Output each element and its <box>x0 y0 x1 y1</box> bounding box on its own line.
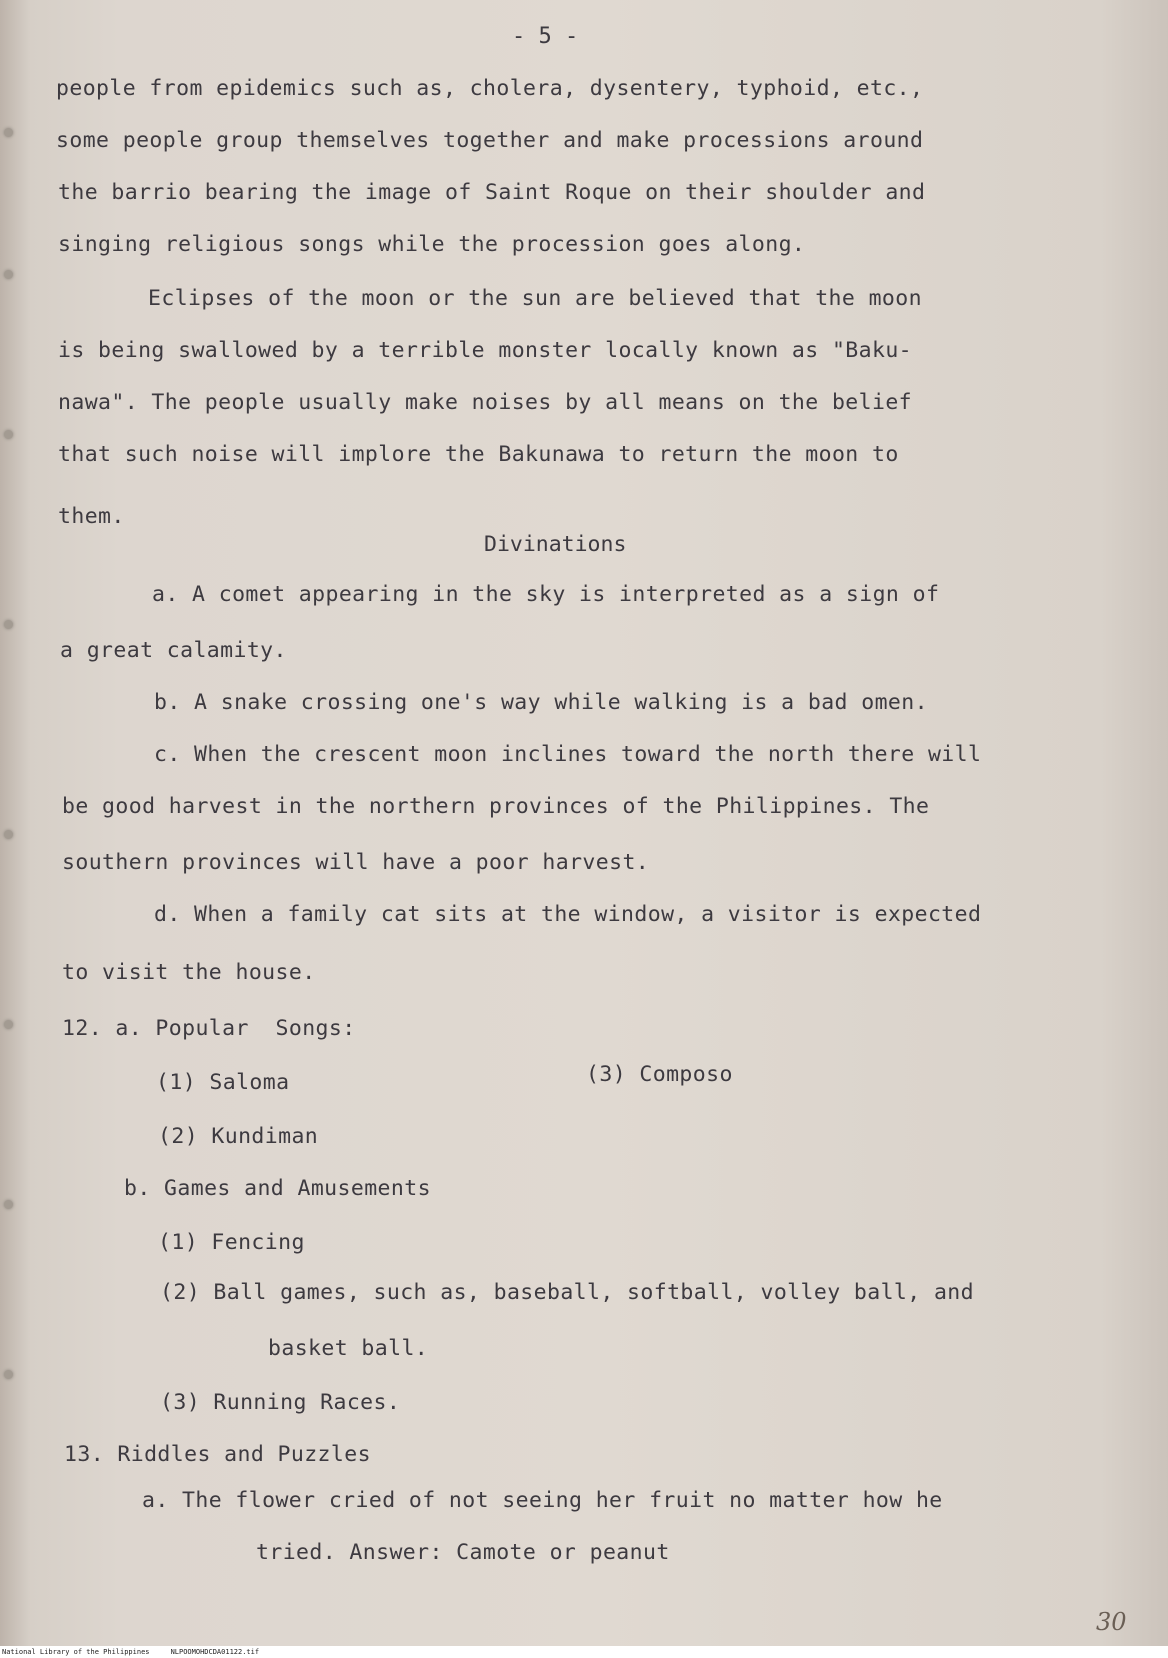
divination-line: be good harvest in the northern provinces of the Philippines. The <box>62 794 930 819</box>
binding-hole <box>4 1020 13 1029</box>
footer-text: National Library of the Philippines NLPOOMOHDCDA01122.tif <box>2 1648 260 1656</box>
page-number: - 5 - <box>512 24 579 49</box>
text-line: Eclipses of the moon or the sun are believed that the moon <box>148 286 922 311</box>
riddle-item: a. The flower cried of not seeing her fruit no matter how he <box>142 1488 943 1513</box>
text-line: that such noise will implore the Bakunawa to return the moon to <box>58 442 899 467</box>
song-item: (1) Saloma <box>156 1070 290 1095</box>
game-item: (3) Running Races. <box>160 1390 401 1415</box>
binding-hole <box>4 128 13 137</box>
text-line: nawa". The people usually make noises by all means on the belief <box>58 390 913 415</box>
text-line: them. <box>58 504 125 529</box>
section-13-title: 13. Riddles and Puzzles <box>64 1442 371 1467</box>
divination-line: a great calamity. <box>60 638 287 663</box>
text-line: people from epidemics such as, cholera, dysentery, typhoid, etc., <box>56 76 924 101</box>
divination-line: to visit the house. <box>62 960 316 985</box>
divination-line: b. A snake crossing one's way while walking is a bad omen. <box>154 690 928 715</box>
game-item: (2) Ball games, such as, baseball, softball, volley ball, and <box>160 1280 974 1305</box>
handwritten-page-number: 30 <box>1096 1608 1127 1636</box>
game-item: (1) Fencing <box>158 1230 305 1255</box>
song-item: (3) Composo <box>586 1062 733 1087</box>
scan-footer <box>0 1646 1168 1658</box>
text-line: is being swallowed by a terrible monster locally known as "Baku- <box>58 338 913 363</box>
text-line: singing religious songs while the procession goes along. <box>58 232 806 257</box>
binding-hole <box>4 1370 13 1379</box>
riddle-item-cont: tried. Answer: Camote or peanut <box>256 1540 670 1565</box>
divination-line: c. When the crescent moon inclines toward the north there will <box>154 742 982 767</box>
divination-line: southern provinces will have a poor harvest. <box>62 850 650 875</box>
game-item-cont: basket ball. <box>268 1336 429 1361</box>
binding-hole <box>4 1200 13 1209</box>
binding-hole <box>4 430 13 439</box>
divinations-heading: Divinations <box>484 532 627 557</box>
text-line: the barrio bearing the image of Saint Roque on their shoulder and <box>58 180 926 205</box>
text-line: some people group themselves together and make processions around <box>56 128 924 153</box>
divination-line: d. When a family cat sits at the window, a visitor is expected <box>154 902 982 927</box>
binding-hole <box>4 830 13 839</box>
games-title: b. Games and Amusements <box>124 1176 431 1201</box>
binding-hole <box>4 270 13 279</box>
binding-hole <box>4 620 13 629</box>
song-item: (2) Kundiman <box>158 1124 319 1149</box>
divination-line: a. A comet appearing in the sky is interpreted as a sign of <box>152 582 940 607</box>
section-12-title: 12. a. Popular Songs: <box>62 1016 356 1041</box>
